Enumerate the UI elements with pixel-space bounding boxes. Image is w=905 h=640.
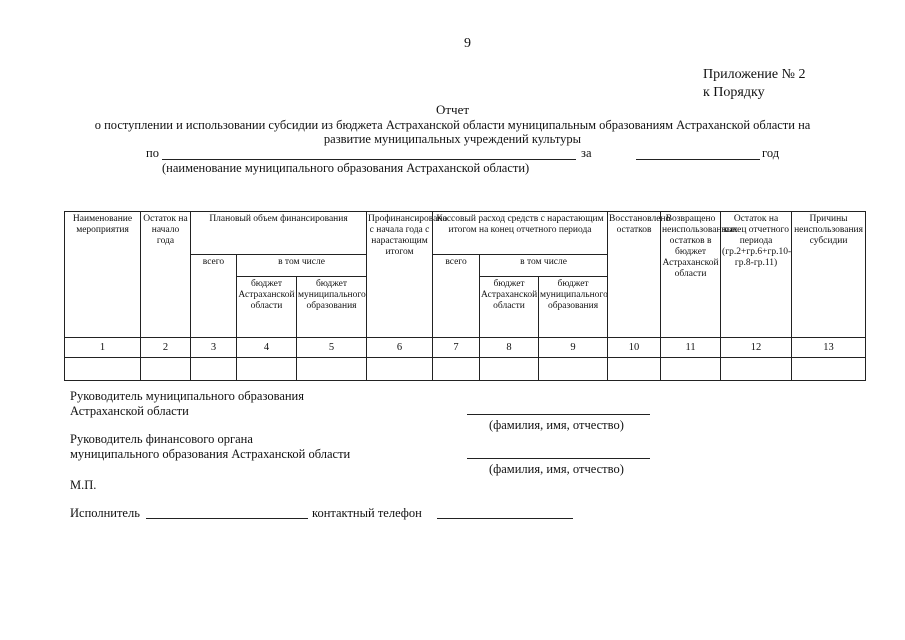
header-cash-regional: бюджет Астраханской области: [480, 277, 539, 338]
col-number: 13: [792, 338, 866, 358]
report-subtitle-line1: о поступлении и использовании субсидии из бюджета Астраханской области муниципальным образованиям Астраханской области на: [94, 118, 811, 132]
col-number: 6: [367, 338, 433, 358]
col-number: 9: [539, 338, 608, 358]
page-number: 9: [464, 36, 471, 51]
col-number: 3: [191, 338, 237, 358]
column-numbers-row: [65, 338, 866, 358]
header-end-balance: Остаток на конец отчетного периода (гр.2+гр.6+гр.10-гр.8-гр.11): [721, 212, 792, 338]
header-cash-including: в том числе: [480, 255, 608, 277]
col-number: 11: [661, 338, 721, 358]
head-finance-label: [70, 432, 350, 462]
header-planned-including: в том числе: [237, 255, 367, 277]
col-number: 12: [721, 338, 792, 358]
head-finance-line1: Руководитель финансового органа: [70, 432, 253, 446]
col-number: 4: [237, 338, 297, 358]
period-po-label: по: [146, 146, 159, 160]
header-cash-total: всего: [433, 255, 480, 338]
header-restored: Восстановлено остатков: [608, 212, 661, 338]
head-municipality-line1: Руководитель муниципального образования: [70, 389, 304, 403]
table-row: [65, 358, 866, 381]
header-financed: Профинансировано с начала года с нарастающим итогом: [367, 212, 433, 338]
col-number: 8: [480, 338, 539, 358]
report-title: Отчет: [435, 102, 470, 117]
col-number: 7: [433, 338, 480, 358]
fio-caption-2: (фамилия, имя, отчество): [489, 462, 624, 476]
executor-line: [146, 518, 308, 519]
table-cell[interactable]: [661, 358, 721, 381]
stamp-label: М.П.: [70, 478, 97, 492]
header-planned-funding: Плановый объем финансирования: [191, 212, 367, 255]
head-municipality-line2: Астраханской области: [70, 404, 189, 418]
table-cell[interactable]: [297, 358, 367, 381]
signature-line-1: [467, 414, 650, 415]
header-cash-municipal: бюджет муниципального образования: [539, 277, 608, 338]
header-start-balance: Остаток на начало года: [141, 212, 191, 338]
appendix-line1: Приложение № 2: [703, 67, 806, 82]
col-number: 1: [65, 338, 141, 358]
table-cell[interactable]: [65, 358, 141, 381]
period-za-label: за: [581, 146, 592, 160]
header-planned-municipal: бюджет муниципального образования: [297, 277, 367, 338]
report-subtitle-line2: развитие муниципальных учреждений культуры: [323, 132, 582, 146]
table-cell[interactable]: [721, 358, 792, 381]
header-cash-expense: Кассовый расход средств с нарастающим итогом на конец отчетного периода: [433, 212, 608, 255]
table-cell[interactable]: [608, 358, 661, 381]
period-year-label: год: [762, 146, 780, 160]
table-cell[interactable]: [433, 358, 480, 381]
header-name: Наименование мероприятия: [65, 212, 141, 338]
head-finance-line2: муниципального образования Астраханской области: [70, 447, 351, 461]
head-municipality-label: [70, 389, 304, 419]
header-reasons: Причины неиспользования субсидии: [792, 212, 866, 338]
period-line: [636, 159, 760, 160]
header-planned-total: всего: [191, 255, 237, 338]
municipality-name-line: [162, 159, 576, 160]
table-cell[interactable]: [792, 358, 866, 381]
col-number: 5: [297, 338, 367, 358]
fio-caption-1: (фамилия, имя, отчество): [489, 418, 624, 432]
municipality-name-caption: (наименование муниципального образования Астраханской области): [162, 161, 530, 175]
report-table: [64, 211, 866, 381]
header-returned: Возвращено неиспользованных остатков в бюджет Астраханской области: [661, 212, 721, 338]
appendix-line2: к Порядку: [703, 85, 765, 100]
header-planned-regional: бюджет Астраханской области: [237, 277, 297, 338]
executor-label: Исполнитель: [70, 506, 140, 520]
table-cell[interactable]: [539, 358, 608, 381]
table-cell[interactable]: [480, 358, 539, 381]
appendix-label: [703, 66, 806, 102]
signature-line-2: [467, 458, 650, 459]
table-cell[interactable]: [141, 358, 191, 381]
table-cell[interactable]: [237, 358, 297, 381]
table-cell[interactable]: [191, 358, 237, 381]
col-number: 2: [141, 338, 191, 358]
phone-label: контактный телефон: [312, 506, 422, 520]
table-cell[interactable]: [367, 358, 433, 381]
col-number: 10: [608, 338, 661, 358]
phone-line: [437, 518, 573, 519]
